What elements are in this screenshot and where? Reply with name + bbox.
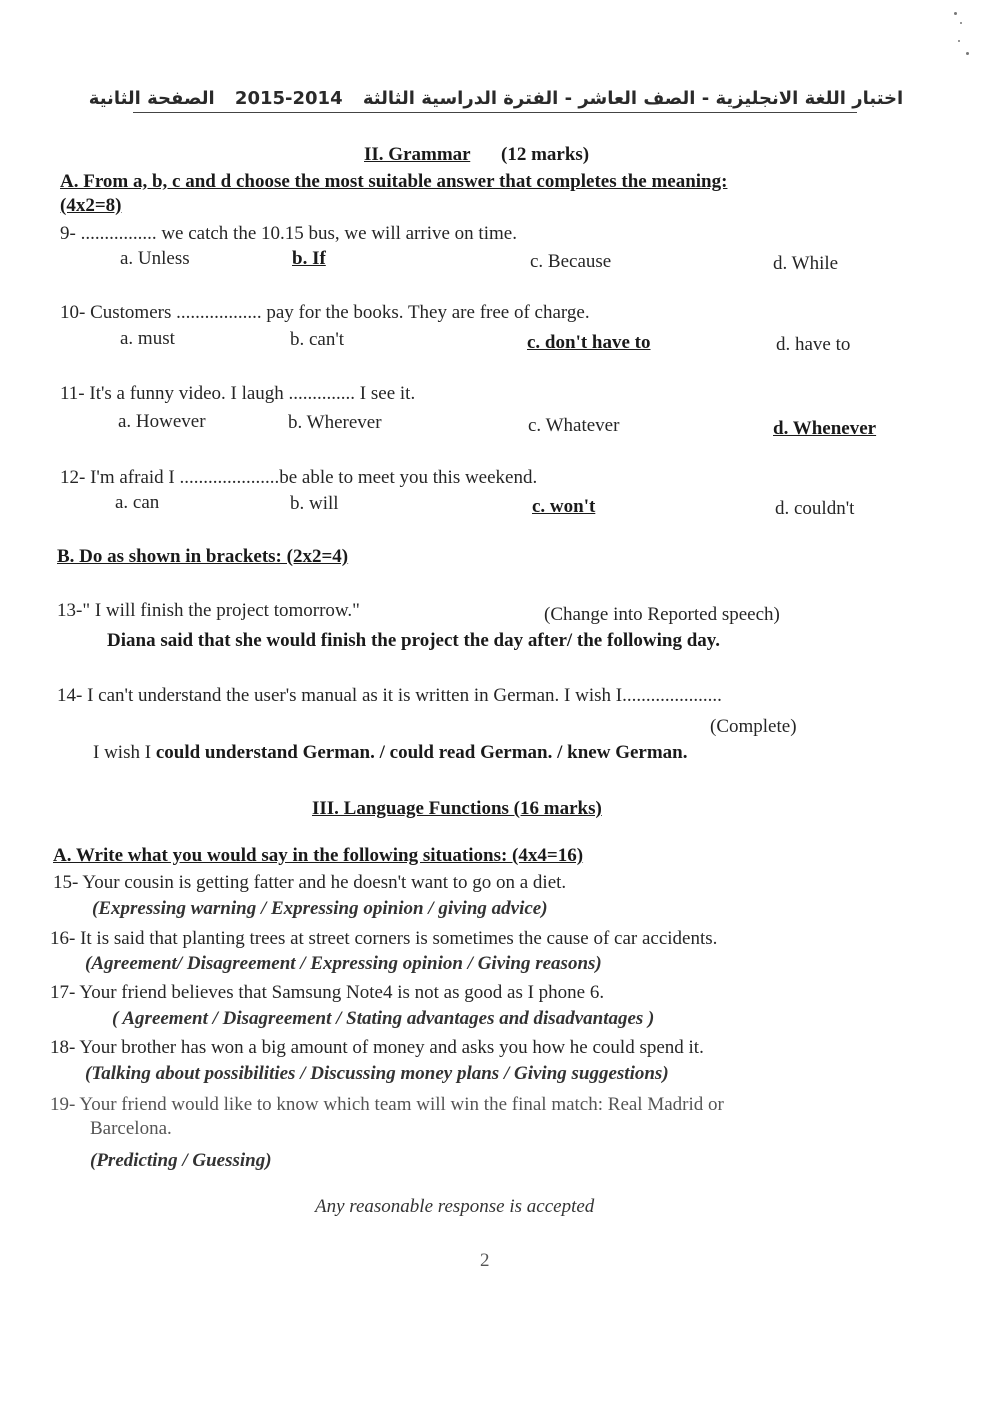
language-functions-instruction: A. Write what you would say in the following situations: (4x4=16) (53, 845, 584, 866)
q11-option-a: a. However (118, 411, 206, 432)
scan-speck (960, 22, 962, 24)
section-b-instruction: B. Do as shown in brackets: (2x2=4) (57, 546, 349, 567)
grading-note: Any reasonable response is accepted (315, 1196, 595, 1217)
q13-answer: Diana said that she would finish the project the day after/ the following day. (107, 630, 720, 651)
grammar-title: II. Grammar (364, 144, 471, 165)
header-rule (133, 112, 857, 113)
q9-option-d: d. While (773, 253, 839, 274)
q9-option-c: c. Because (530, 251, 612, 272)
q14-answer: could understand German. / could read German. / knew German. (155, 742, 688, 763)
q14-stem: 14- I can't understand the user's manual as it is written in German. I wish I..................... (57, 685, 722, 706)
q16-hint: (Agreement/ Disagreement / Expressing opinion / Giving reasons) (85, 953, 602, 974)
q9-option-a: a. Unless (120, 248, 190, 269)
grammar-title-line (364, 144, 589, 166)
q9-option-b-correct: b. If (292, 248, 326, 269)
q16-text: 16- It is said that planting trees at street corners is sometimes the cause of car accidents. (50, 928, 718, 949)
language-functions-title: III. Language Functions (16 marks) (312, 798, 602, 819)
q12-option-a: a. can (115, 492, 160, 513)
q19-hint: (Predicting / Guessing) (90, 1150, 272, 1171)
q11-option-c: c. Whatever (528, 415, 620, 436)
q17-hint: ( Agreement / Disagreement / Stating advantages and disadvantages ) (112, 1008, 655, 1029)
section-a-score: (4x2=8) (60, 195, 122, 216)
q18-text: 18- Your brother has won a big amount of money and asks you how he could spend it. (50, 1037, 704, 1058)
page-header (0, 88, 992, 109)
scan-speck (954, 12, 957, 15)
q17-text: 17- Your friend believes that Samsung Note4 is not as good as I phone 6. (50, 982, 605, 1003)
q13-stem: 13-" I will finish the project tomorrow." (57, 600, 360, 621)
q19-text-continued: Barcelona. (90, 1118, 172, 1139)
header-exam-title: اختبار اللغة الانجليزية - الصف العاشر - الفترة الدراسية الثالثة (362, 88, 904, 109)
header-year: 2015-2014 (234, 88, 343, 109)
q12-option-b: b. will (290, 493, 339, 514)
q11-option-d-correct: d. Whenever (773, 418, 877, 439)
header-page-label: الصفحة الثانية (88, 88, 215, 109)
q10-option-c-correct: c. don't have to (527, 332, 651, 353)
q11-option-b: b. Wherever (288, 412, 382, 433)
q12-option-c-correct: c. won't (532, 496, 596, 517)
scan-speck (958, 40, 960, 42)
q18-hint: (Talking about possibilities / Discussing money plans / Giving suggestions) (85, 1063, 669, 1084)
page-number: 2 (480, 1250, 490, 1271)
q12-stem: 12- I'm afraid I .....................be able to meet you this weekend. (60, 467, 538, 488)
section-a-instruction: A. From a, b, c and d choose the most suitable answer that completes the meaning: (60, 171, 728, 192)
grammar-marks: (12 marks) (501, 144, 590, 165)
q12-option-d: d. couldn't (775, 498, 855, 519)
q10-option-b: b. can't (290, 329, 345, 350)
q19-text: 19- Your friend would like to know which team will win the final match: Real Madrid or (50, 1094, 724, 1115)
q14-hint: (Complete) (710, 716, 797, 737)
q10-stem: 10- Customers .................. pay for the books. They are free of charge. (60, 302, 590, 323)
q13-hint: (Change into Reported speech) (544, 604, 780, 625)
q15-text: 15- Your cousin is getting fatter and he doesn't want to go on a diet. (53, 872, 567, 893)
q14-answer-line (93, 742, 687, 764)
q14-answer-prefix: I wish I (93, 742, 152, 763)
q9-stem: 9- ................ we catch the 10.15 bus, we will arrive on time. (60, 223, 517, 244)
q10-option-a: a. must (120, 328, 175, 349)
q10-option-d: d. have to (776, 334, 851, 355)
q11-stem: 11- It's a funny video. I laugh .............. I see it. (60, 383, 416, 404)
scan-speck (966, 52, 969, 55)
q15-hint: (Expressing warning / Expressing opinion / giving advice) (92, 898, 548, 919)
